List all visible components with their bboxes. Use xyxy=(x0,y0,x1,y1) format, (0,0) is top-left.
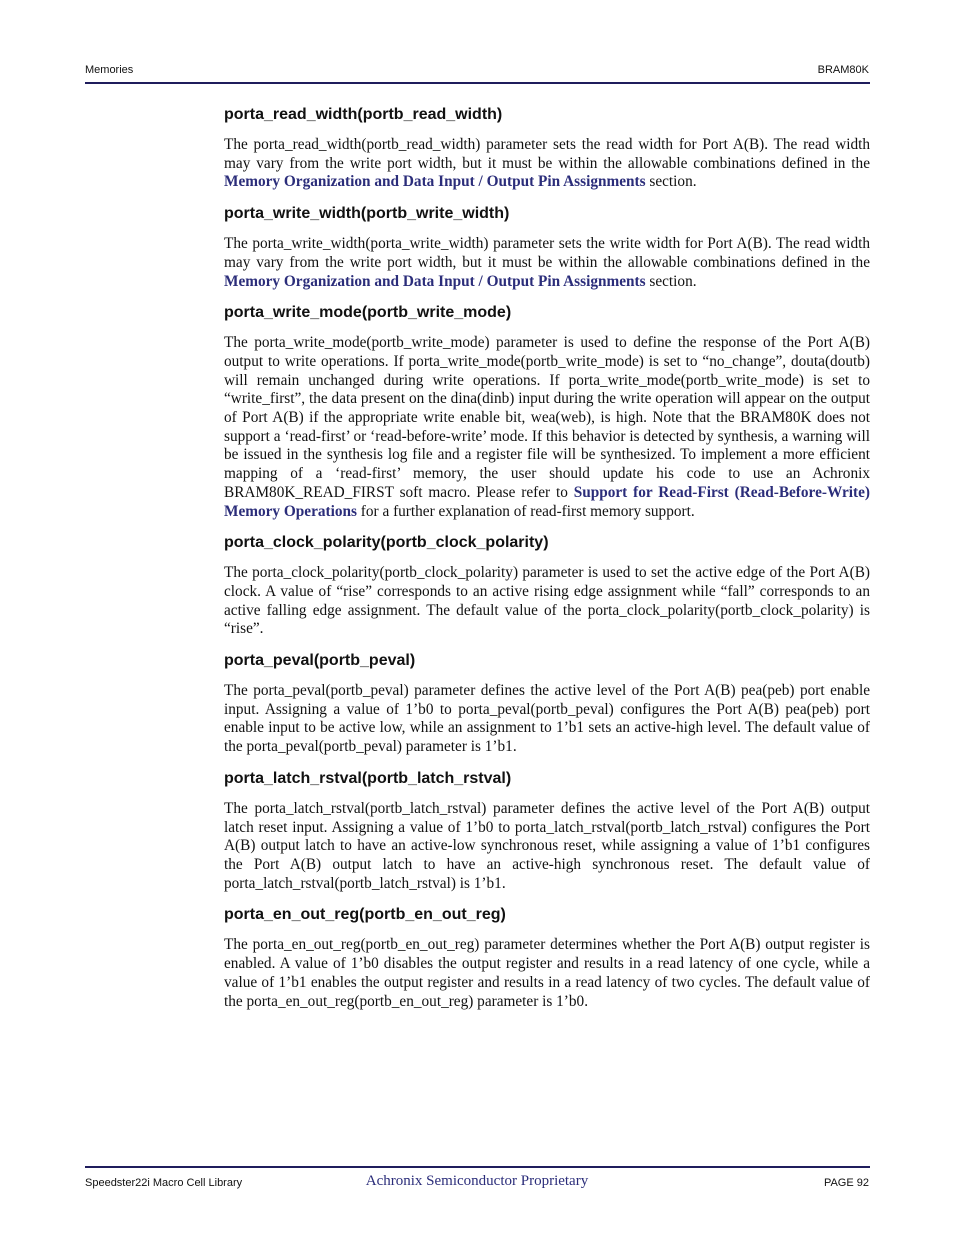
section-paragraph: The porta_clock_polarity(portb_clock_polarity) parameter is used to set the active edge of the Port A(B) clock. A value of “rise” corresponds to an active rising edge assignment while “fall” corresponds to an active falling edge assignment. The default value of the porta_clock_polarity(portb_clock_polarity) is “rise”. xyxy=(224,564,870,638)
section xyxy=(224,532,870,639)
section-paragraph: The porta_peval(portb_peval) parameter defines the active level of the Port A(B) pea(peb) port enable input. Assigning a value of 1’b0 to porta_peval(portb_peval) configures the Port A(B) pea(peb) port enable input to be active low, while an assignment to 1’b1 sets an active-high level. The default value of the porta_peval(portb_peval) parameter is 1’b1. xyxy=(224,682,870,756)
footer-divider xyxy=(85,1166,870,1168)
header-document-label: BRAM80K xyxy=(817,64,869,76)
section-paragraph: The porta_latch_rstval(portb_latch_rstval) parameter defines the active level of the Port A(B) output latch reset input. Assigning a value of 1’b0 to porta_latch_rstval(portb_latch_rstval) configures the Port A(B) output latch to have an active-low synchronous reset, while assigning a value of 1’b1 configures the Port A(B) output latch to have an active-high synchronous reset. The default value of porta_latch_rstval(portb_latch_rstval) is 1’b1. xyxy=(224,799,870,892)
section-title: porta_read_width(portb_read_width) xyxy=(224,106,503,123)
main-content xyxy=(224,104,870,1022)
section-title: porta_peval(portb_peval) xyxy=(224,652,416,670)
footer-proprietary-notice: Achronix Semiconductor Proprietary xyxy=(365,1173,589,1189)
page-number: PAGE 92 xyxy=(823,1177,869,1189)
section-paragraph xyxy=(224,235,870,291)
section xyxy=(224,768,870,894)
section xyxy=(224,302,870,521)
section-paragraph xyxy=(224,334,870,521)
footer-library-name: Speedster22i Macro Cell Library xyxy=(85,1177,243,1189)
section xyxy=(224,650,870,757)
cross-reference-link[interactable]: Memory Organization and Data Input / Output Pin Assignments xyxy=(224,272,646,290)
paragraph-text-after: section. xyxy=(645,173,697,191)
cross-reference-link[interactable]: Memory Organization and Data Input / Output Pin Assignments xyxy=(224,173,646,191)
section-title: porta_write_width(portb_write_width) xyxy=(224,205,510,223)
paragraph-text: The porta_read_width(portb_read_width) parameter sets the read width for Port A(B). The read width may vary from the write port width, but it must be within the allowable combinations defined in the xyxy=(224,136,870,172)
section xyxy=(224,104,870,192)
cross-reference-link[interactable]: Support for Read-First (Read-Before-Write) Memory Operations xyxy=(224,483,870,520)
header-divider xyxy=(85,82,870,84)
section-title: porta_en_out_reg(portb_en_out_reg) xyxy=(224,906,506,924)
section xyxy=(224,203,870,291)
section-paragraph xyxy=(224,136,870,192)
paragraph-text: The porta_write_width(porta_write_width) parameter sets the write width for Port A(B). The read width may vary from the write port width, but it must be within the allowable combinations defined in the xyxy=(224,235,870,271)
section xyxy=(224,904,870,1011)
section-title: porta_clock_polarity(portb_clock_polarity) xyxy=(224,534,549,552)
paragraph-text-after: section. xyxy=(645,272,697,290)
section-title: porta_latch_rstval(portb_latch_rstval) xyxy=(224,769,512,787)
header-section-label: Memories xyxy=(85,64,134,76)
paragraph-text: The porta_write_mode(portb_write_mode) parameter is used to define the response of the Port A(B) output to write operations. If porta_write_mode(portb_write_mode) is set to “no_change”, douta(doutb) will remain unchanged during write operations. If porta_write_mode(portb_write_mode) is set to “write_first”, the data present on the dina(dinb) input during the write operation will appear on the output of Port A(B) if the appropriate write enable bit, wea(web), is high. Note that the BRAM80K does not support a ‘read-first’ or ‘read-before-write’ mode. If this behavior is detected by synthesis, a warning will be issued in the synthesis log file and a register file will be synthesized. To implement a more efficient mapping of a ‘read-first’ memory, the user should update his code to use an Achronix BRAM80K_READ_FIRST soft macro. Please refer to xyxy=(224,334,870,501)
section-paragraph: The porta_en_out_reg(portb_en_out_reg) parameter determines whether the Port A(B) output register is enabled. A value of 1’b0 disables the output register and results in a read latency of one cycle, while a value of 1’b1 enables the output register and results in a read latency of two cycles. The default value of the porta_en_out_reg(portb_en_out_reg) parameter is 1’b0. xyxy=(224,936,870,1010)
section-title: porta_write_mode(portb_write_mode) xyxy=(224,304,512,322)
paragraph-text-after: for a further explanation of read-first memory support. xyxy=(356,502,695,520)
